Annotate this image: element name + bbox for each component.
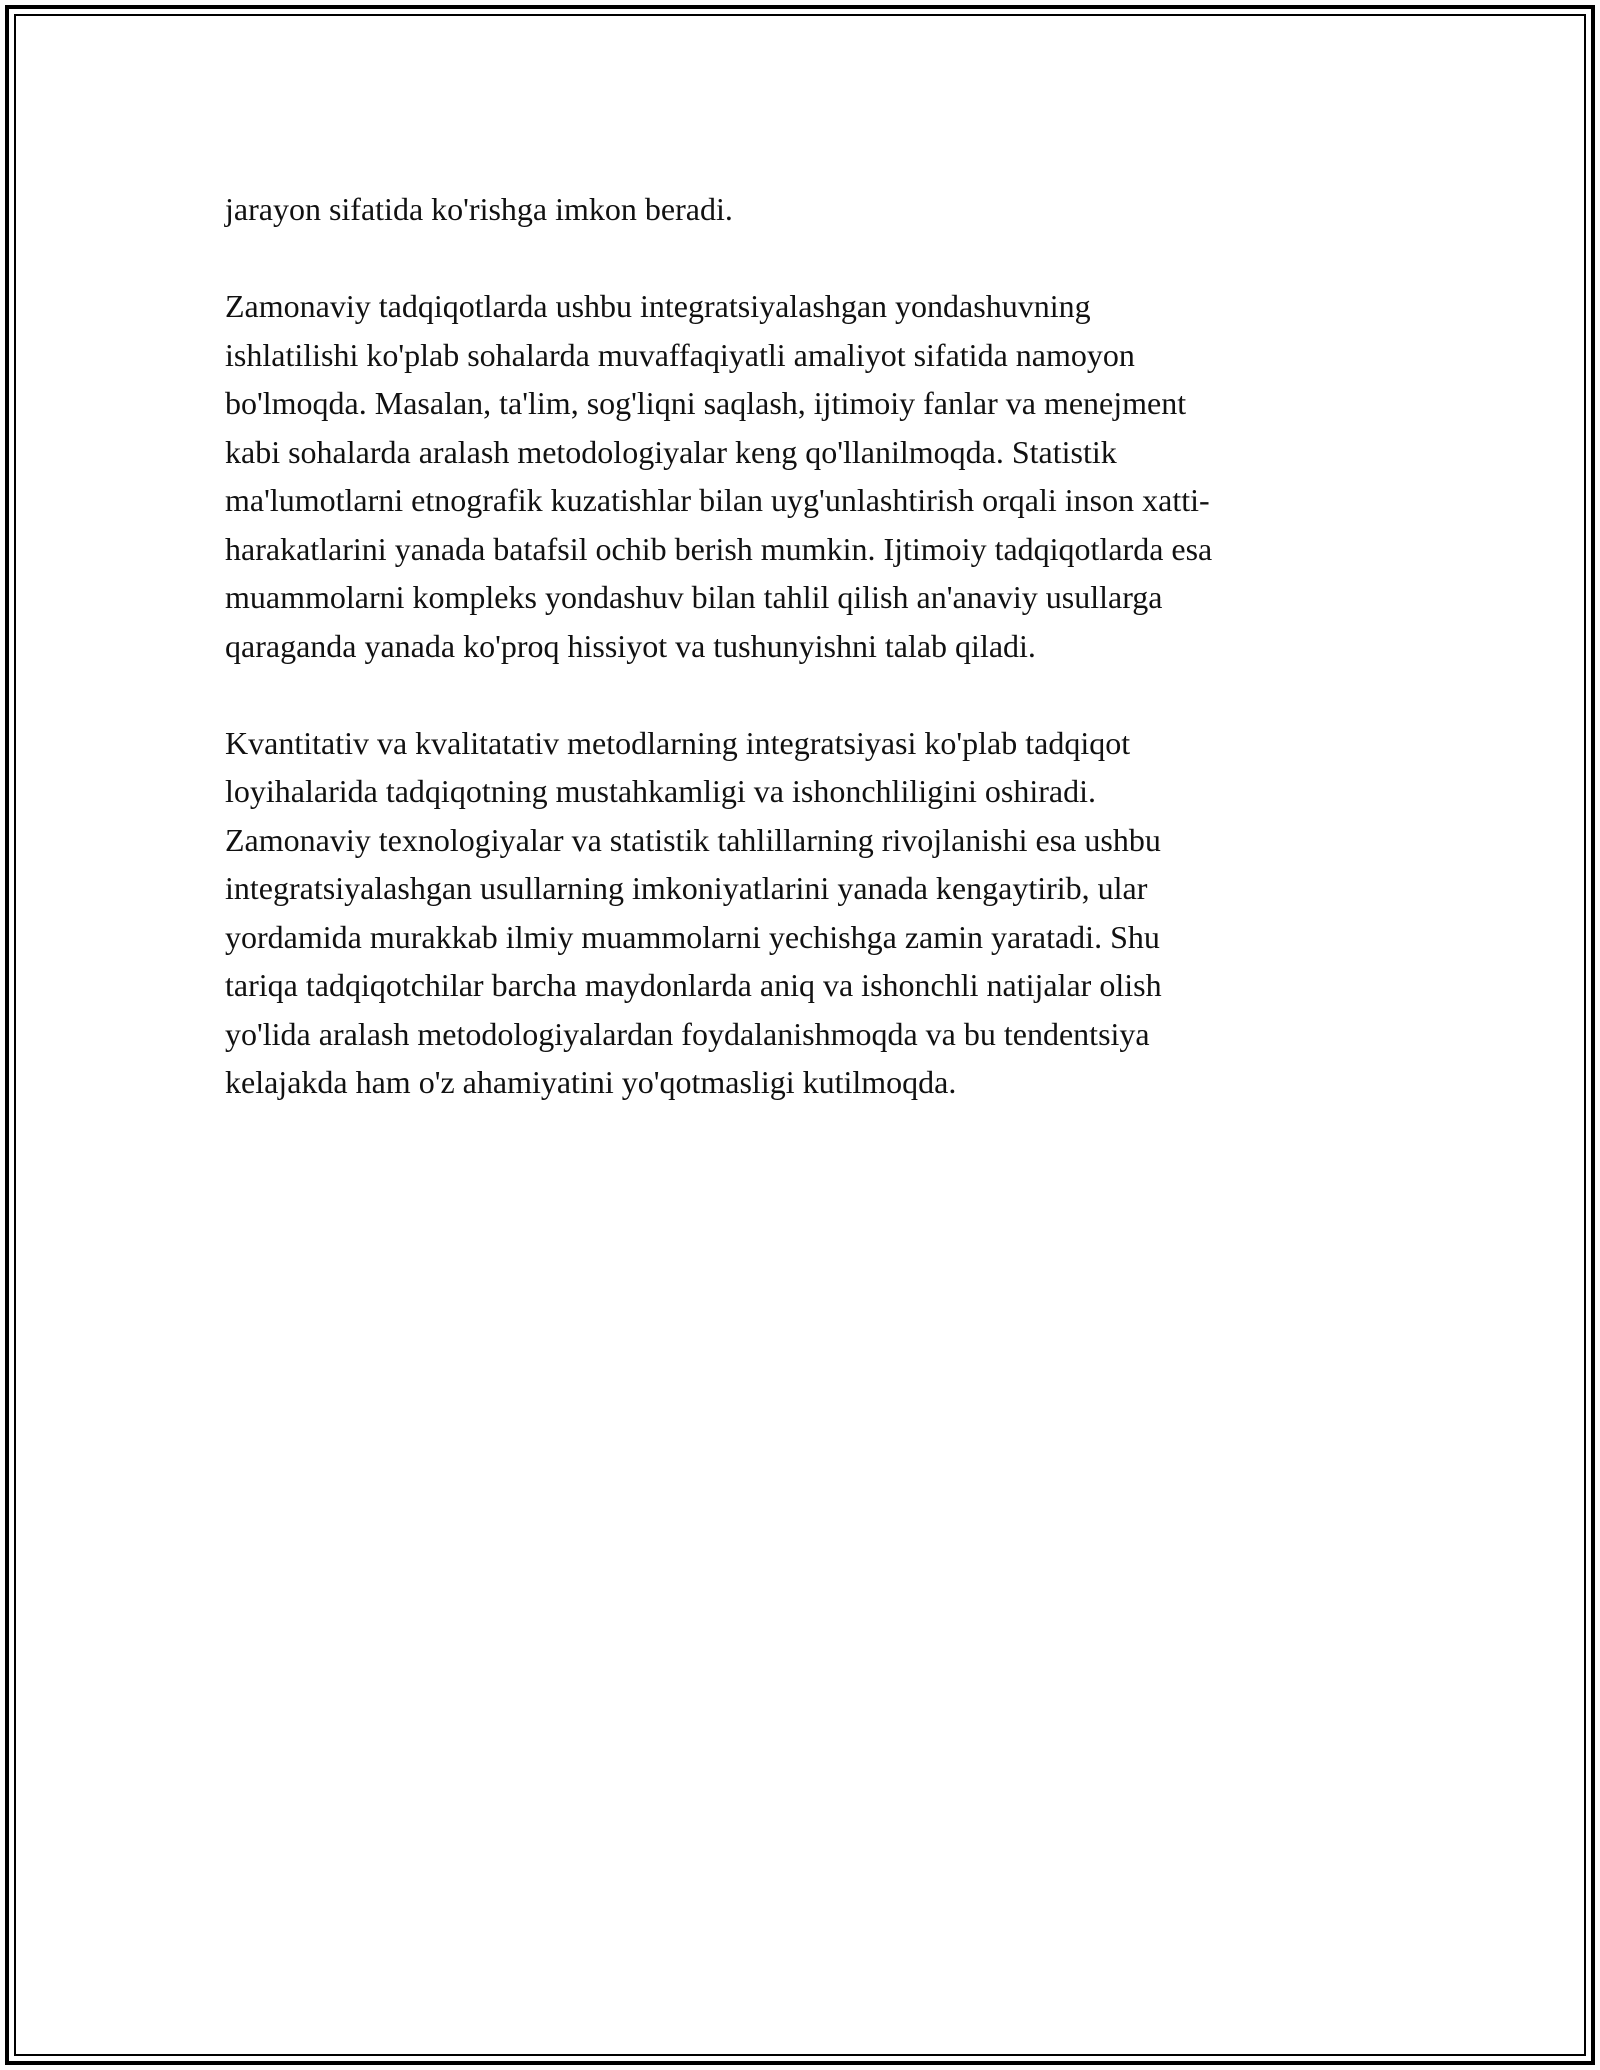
paragraph-continuation <box>225 185 1385 234</box>
text-line: tariqa tadqiqotchilar barcha maydonlarda aniq va ishonchli natijalar olish <box>225 967 1162 1003</box>
paragraph-modern-research <box>225 282 1385 670</box>
text-line: kabi sohalarda aralash metodologiyalar keng qo'llanilmoqda. Statistik <box>225 433 1117 470</box>
text-line: jarayon sifatida ko'rishga imkon beradi. <box>225 191 733 227</box>
text-line: integratsiyalashgan usullarning imkoniyatlarini yanada kengaytirib, ular <box>225 870 1148 906</box>
text-line: kelajakda ham o'z ahamiyatini yo'qotmasligi kutilmoqda. <box>225 1064 957 1100</box>
text-line: Zamonaviy tadqiqotlarda ushbu integratsiyalashgan yondashuvning <box>225 288 1091 324</box>
text-line: harakatlarini yanada batafsil ochib berish mumkin. Ijtimoiy tadqiqotlarda esa <box>225 530 1213 567</box>
text-line: Kvantitativ va kvalitatativ metodlarning integratsiyasi ko'plab tadqiqot <box>225 724 1131 761</box>
text-line: muammolarni kompleks yondashuv bilan tahlil qilish an'anaviy usullarga <box>225 579 1163 615</box>
document-body <box>225 185 1385 1107</box>
text-line: Zamonaviy texnologiyalar va statistik tahlillarning rivojlanishi esa ushbu <box>225 821 1161 858</box>
text-line: yo'lida aralash metodologiyalardan foydalanishmoqda va bu tendentsiya <box>225 1015 1150 1052</box>
text-line: loyihalarida tadqiqotning mustahkamligi va ishonchliligini oshiradi. <box>225 773 1096 809</box>
text-line: bo'lmoqda. Masalan, ta'lim, sog'liqni saqlash, ijtimoiy fanlar va menejment <box>225 385 1187 421</box>
text-line: qaraganda yanada ko'proq hissiyot va tushunyishni talab qiladi. <box>225 627 1036 664</box>
paragraph-integration <box>225 719 1385 1107</box>
text-line: ishlatilishi ko'plab sohalarda muvaffaqiyatli amaliyot sifatida namoyon <box>225 336 1135 373</box>
text-line: ma'lumotlarni etnografik kuzatishlar bilan uyg'unlashtirish orqali inson xatti- <box>225 482 1210 518</box>
text-line: yordamida murakkab ilmiy muammolarni yechishga zamin yaratadi. Shu <box>225 918 1160 955</box>
